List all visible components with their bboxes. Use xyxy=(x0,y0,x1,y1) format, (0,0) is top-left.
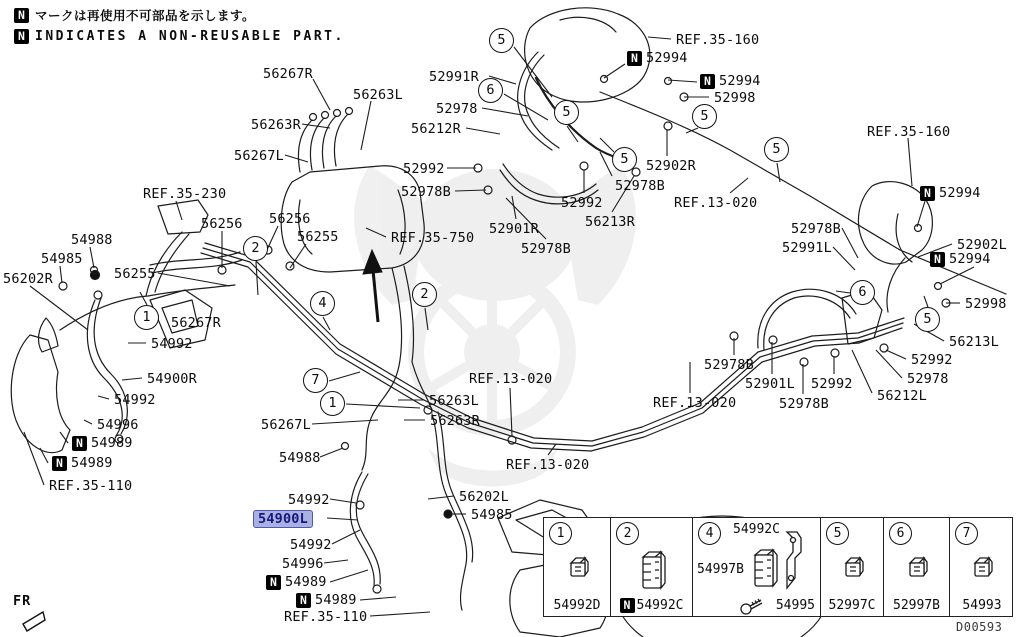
part-number-text: 52991L xyxy=(782,240,832,256)
part-number-text: 52994 xyxy=(719,73,761,89)
legend-part-number: 54992C xyxy=(733,522,780,537)
note-japanese-text: マークは再使用不可部品を示します。 xyxy=(35,8,256,23)
part-number-text: 56267R xyxy=(171,315,221,331)
part-label-ref-13-020 xyxy=(652,395,737,411)
callout-circle-1: 1 xyxy=(134,305,159,330)
part-number-text: 52998 xyxy=(714,90,756,106)
callout-circle-5: 5 xyxy=(692,104,717,129)
part-label-54988[interactable] xyxy=(70,232,114,248)
part-label-54985[interactable] xyxy=(470,507,514,523)
retainer-clip-icon xyxy=(904,554,930,584)
part-label-54988[interactable] xyxy=(278,450,322,466)
part-number-text: 52901L xyxy=(745,376,795,392)
part-number-text: 54900L xyxy=(253,510,313,528)
part-label-54989[interactable] xyxy=(52,455,114,471)
callout-circle-7: 7 xyxy=(303,368,328,393)
retainer-clip-icon xyxy=(637,548,667,594)
part-label-54992[interactable] xyxy=(150,336,194,352)
part-label-56256[interactable] xyxy=(200,216,244,232)
legend-part-number: 54993 xyxy=(962,598,1002,613)
callout-circle-2: 2 xyxy=(243,236,268,261)
non-reusable-icon: N xyxy=(14,8,29,23)
part-label-54996[interactable] xyxy=(96,417,140,433)
legend-part-number: 52997C xyxy=(828,598,876,613)
non-reusable-icon: N xyxy=(14,29,29,44)
part-label-52994[interactable] xyxy=(920,185,982,201)
part-number-text: REF.13-020 xyxy=(469,371,553,387)
header-notes xyxy=(14,6,345,49)
part-number-text: 52992 xyxy=(811,376,853,392)
part-number-text: 56255 xyxy=(114,266,156,282)
part-label-52978b[interactable] xyxy=(703,357,755,373)
part-number-text: 52992 xyxy=(911,352,953,368)
part-label-ref-35-160 xyxy=(675,32,760,48)
legend-part-number: 54992C xyxy=(636,598,684,613)
part-number-text: 54992 xyxy=(288,492,330,508)
part-number-text: 56263R xyxy=(251,117,301,133)
legend-callout-6: 6 xyxy=(889,522,912,545)
part-label-ref-35-110 xyxy=(283,609,368,625)
callout-circle-2: 2 xyxy=(412,282,437,307)
retainer-clip-icon xyxy=(840,554,866,584)
part-number-text: 52978B xyxy=(401,184,451,200)
fr-marker xyxy=(13,593,47,637)
part-label-52994[interactable] xyxy=(700,73,762,89)
legend-part-number: 52997B xyxy=(893,598,940,613)
part-number-text: 56267R xyxy=(263,66,313,82)
part-number-text: 56263L xyxy=(429,393,479,409)
non-reusable-icon: N xyxy=(72,436,87,451)
part-number-text: 56212R xyxy=(411,121,461,137)
part-label-ref-35-750 xyxy=(390,230,475,246)
part-number-text: REF.35-110 xyxy=(49,478,133,494)
part-label-ref-13-020 xyxy=(505,457,590,473)
part-label-52978b[interactable] xyxy=(614,178,666,194)
part-number-text: 56267L xyxy=(261,417,311,433)
legend-callout-2: 2 xyxy=(616,522,639,545)
part-label-52991l[interactable] xyxy=(781,240,833,256)
part-number-text: 56212L xyxy=(877,388,927,404)
part-number-text: 52994 xyxy=(949,251,991,267)
part-label-ref-13-020 xyxy=(468,371,553,387)
legend-cell-2 xyxy=(611,518,693,616)
callout-circle-6: 6 xyxy=(850,280,875,305)
part-label-52994[interactable] xyxy=(930,251,992,267)
note-japanese xyxy=(14,6,345,24)
part-label-54992[interactable] xyxy=(287,492,331,508)
document-code: D00593 xyxy=(956,620,1003,634)
part-label-52992[interactable] xyxy=(810,376,854,392)
part-label-56256[interactable] xyxy=(268,211,312,227)
part-label-56267l[interactable] xyxy=(260,417,312,433)
callout-circle-5: 5 xyxy=(554,100,579,125)
part-label-52978[interactable] xyxy=(435,101,479,117)
part-label-54992[interactable] xyxy=(289,537,333,553)
part-number-text: 56202L xyxy=(459,489,509,505)
part-label-56263l[interactable] xyxy=(428,393,480,409)
part-label-56267l[interactable] xyxy=(233,148,285,164)
part-number-text: 56213L xyxy=(949,334,999,350)
part-label-56263r[interactable] xyxy=(250,117,302,133)
non-reusable-icon: N xyxy=(296,593,311,608)
note-english xyxy=(14,29,345,44)
part-number-text: 52978B xyxy=(791,221,841,237)
part-number-text: 56263R xyxy=(430,413,480,429)
part-label-ref-13-020 xyxy=(673,195,758,211)
legend-part-54997b[interactable] xyxy=(697,562,744,577)
part-label-54989[interactable] xyxy=(266,574,328,590)
part-label-56212l[interactable] xyxy=(876,388,928,404)
part-number-text: 56256 xyxy=(269,211,311,227)
part-label-52992[interactable] xyxy=(910,352,954,368)
part-number-text: 52901R xyxy=(489,221,539,237)
part-number-text: 52992 xyxy=(403,161,445,177)
part-label-54985[interactable] xyxy=(40,251,84,267)
fr-arrow-icon xyxy=(13,609,47,635)
part-label-56213l[interactable] xyxy=(948,334,1000,350)
part-number-text: 52992 xyxy=(561,195,603,211)
legend-part-54992c[interactable] xyxy=(733,522,780,537)
legend-callout-7: 7 xyxy=(955,522,978,545)
legend-cell-1 xyxy=(544,518,611,616)
part-label-52992[interactable] xyxy=(402,161,446,177)
part-number-text: 52978B xyxy=(615,178,665,194)
part-number-text: 54996 xyxy=(282,556,324,572)
part-number-text: 56267L xyxy=(234,148,284,164)
part-label-54992[interactable] xyxy=(113,392,157,408)
part-label-54989[interactable] xyxy=(72,435,134,451)
part-label-56202r[interactable] xyxy=(2,271,54,287)
part-label-56263r[interactable] xyxy=(429,413,481,429)
part-label-52901r[interactable] xyxy=(488,221,540,237)
part-label-52978b[interactable] xyxy=(790,221,842,237)
part-number-text: 52978 xyxy=(907,371,949,387)
part-number-text: 56256 xyxy=(201,216,243,232)
legend-cell-6 xyxy=(884,518,950,616)
part-label-52978[interactable] xyxy=(906,371,950,387)
part-number-text: REF.35-110 xyxy=(284,609,368,625)
non-reusable-icon: N xyxy=(52,456,67,471)
legend-part-52997b[interactable] xyxy=(884,598,949,613)
callout-circle-5: 5 xyxy=(764,137,789,162)
part-number-text: 56202R xyxy=(3,271,53,287)
part-label-56267r[interactable] xyxy=(262,66,314,82)
part-number-text: 52998 xyxy=(965,296,1007,312)
part-number-text: 54989 xyxy=(315,592,357,608)
callout-circle-5: 5 xyxy=(612,147,637,172)
part-label-ref-35-230 xyxy=(142,186,227,202)
legend-callout-4: 4 xyxy=(698,522,721,545)
fastener-legend-table xyxy=(543,517,1013,617)
bolt-icon xyxy=(739,596,765,620)
part-number-text: 54985 xyxy=(471,507,513,523)
legend-cell-7 xyxy=(950,518,1014,616)
part-number-text: 56213R xyxy=(585,214,635,230)
non-reusable-icon: N xyxy=(920,186,935,201)
legend-callout-1: 1 xyxy=(549,522,572,545)
part-number-text: REF.13-020 xyxy=(674,195,758,211)
part-label-56212r[interactable] xyxy=(410,121,462,137)
part-number-text: 54996 xyxy=(97,417,139,433)
part-number-text: 52991R xyxy=(429,69,479,85)
fr-label: FR xyxy=(13,593,32,609)
part-number-text: 52978B xyxy=(779,396,829,412)
non-reusable-icon: N xyxy=(266,575,281,590)
part-label-56255[interactable] xyxy=(296,229,340,245)
part-number-text: REF.35-750 xyxy=(391,230,475,246)
part-number-text: 54985 xyxy=(41,251,83,267)
part-number-text: REF.35-160 xyxy=(676,32,760,48)
non-reusable-icon: N xyxy=(620,598,635,613)
part-number-text: 54900R xyxy=(147,371,197,387)
part-number-text: REF.35-160 xyxy=(867,124,951,140)
legend-part-54993[interactable] xyxy=(950,598,1014,613)
part-number-text: 54992 xyxy=(151,336,193,352)
part-label-54900r[interactable] xyxy=(146,371,198,387)
legend-part-number: 54995 xyxy=(775,598,815,613)
part-number-text: 54992 xyxy=(290,537,332,553)
legend-cell-4 xyxy=(693,518,821,616)
callout-circle-6: 6 xyxy=(478,78,503,103)
part-number-text: 54989 xyxy=(91,435,133,451)
part-number-text: 54989 xyxy=(71,455,113,471)
retainer-clip-icon xyxy=(969,554,995,584)
part-label-52994[interactable] xyxy=(627,50,689,66)
part-label-52998[interactable] xyxy=(964,296,1008,312)
part-number-text: 54989 xyxy=(285,574,327,590)
legend-part-54992d[interactable] xyxy=(544,598,610,613)
retainer-clip-icon xyxy=(565,554,591,584)
legend-part-number: 54992D xyxy=(553,598,601,613)
part-number-text: 52978 xyxy=(436,101,478,117)
non-reusable-icon: N xyxy=(627,51,642,66)
legend-cell-5 xyxy=(821,518,884,616)
part-number-text: REF.13-020 xyxy=(506,457,590,473)
part-label-52998[interactable] xyxy=(713,90,757,106)
part-label-52901l[interactable] xyxy=(744,376,796,392)
legend-callout-5: 5 xyxy=(826,522,849,545)
part-number-text: 52902R xyxy=(646,158,696,174)
part-number-text: 52994 xyxy=(939,185,981,201)
part-number-text: REF.35-230 xyxy=(143,186,227,202)
part-number-text: 54992 xyxy=(114,392,156,408)
non-reusable-icon: N xyxy=(700,74,715,89)
part-label-ref-35-160 xyxy=(866,124,951,140)
part-label-56263l[interactable] xyxy=(352,87,404,103)
bracket-icon xyxy=(783,530,803,594)
callout-circle-5: 5 xyxy=(915,307,940,332)
part-label-52978b[interactable] xyxy=(400,184,452,200)
callout-circle-5: 5 xyxy=(489,28,514,53)
part-label-52991r[interactable] xyxy=(428,69,480,85)
part-number-text: 52978B xyxy=(704,357,754,373)
part-number-text: 52994 xyxy=(646,50,688,66)
part-label-54996[interactable] xyxy=(281,556,325,572)
part-label-54989[interactable] xyxy=(296,592,358,608)
legend-part-number: 54997B xyxy=(697,562,744,577)
callout-circle-1: 1 xyxy=(320,391,345,416)
part-number-text: 52978B xyxy=(521,241,571,257)
part-label-54900l[interactable] xyxy=(253,510,313,528)
callout-circle-4: 4 xyxy=(310,291,335,316)
part-label-52992[interactable] xyxy=(560,195,604,211)
part-number-text: 52902L xyxy=(957,237,1007,253)
part-number-text: 54988 xyxy=(279,450,321,466)
part-label-56213r[interactable] xyxy=(584,214,636,230)
part-label-52902r[interactable] xyxy=(645,158,697,174)
legend-part-54992c[interactable] xyxy=(611,598,692,613)
legend-part-52997c[interactable] xyxy=(821,598,883,613)
part-number-text: REF.13-020 xyxy=(653,395,737,411)
note-english-text: INDICATES A NON-REUSABLE PART. xyxy=(35,29,345,44)
part-number-text: 56255 xyxy=(297,229,339,245)
part-label-56202l[interactable] xyxy=(458,489,510,505)
legend-part-54995[interactable] xyxy=(776,598,815,613)
retainer-clip-icon xyxy=(749,546,779,592)
part-number-text: 54988 xyxy=(71,232,113,248)
part-number-text: 56263L xyxy=(353,87,403,103)
part-label-52978b[interactable] xyxy=(520,241,572,257)
part-label-52978b[interactable] xyxy=(778,396,830,412)
non-reusable-icon: N xyxy=(930,252,945,267)
part-label-56255[interactable] xyxy=(113,266,157,282)
part-label-56267r[interactable] xyxy=(170,315,222,331)
part-label-ref-35-110 xyxy=(48,478,133,494)
